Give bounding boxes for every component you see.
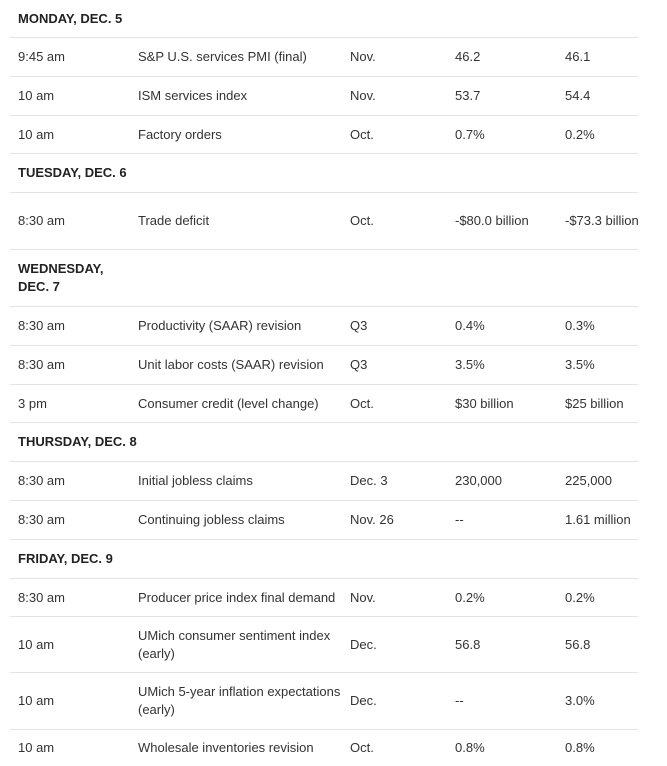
event-previous: 0.2% [565,126,595,142]
event-period: Nov. 26 [350,512,394,527]
event-previous: -$73.3 billion [565,213,639,228]
event-previous: 0.8% [565,740,595,755]
event-forecast: 3.5% [455,357,485,372]
event-forecast: 0.7% [455,126,485,142]
event-report: Productivity (SAAR) revision [138,318,302,333]
event-report: Trade deficit [138,213,210,228]
event-row [10,385,638,423]
event-time: 10 am [18,636,55,652]
event-row [10,38,638,77]
event-time: 10 am [18,88,55,103]
event-report: Wholesale inventories revision [138,740,314,755]
event-time: 8:30 am [18,589,65,605]
event-row [10,501,638,540]
event-period: Oct. [350,213,374,228]
event-period: Q3 [350,318,368,333]
event-forecast: -$80.0 billion [455,213,529,228]
event-previous: 56.8 [565,636,591,652]
day-heading: WEDNESDAY, DEC. 7 [18,261,104,294]
event-forecast: 46.2 [455,49,481,64]
event-time: 8:30 am [18,357,65,372]
event-row [10,193,638,250]
event-row [10,579,638,617]
event-row [10,307,638,346]
day-header-row [10,423,638,462]
event-previous: 0.2% [565,589,595,605]
event-row [10,673,638,730]
event-time: 8:30 am [18,213,65,228]
event-time: 3 pm [18,395,47,411]
event-report: Unit labor costs (SAAR) revision [138,357,324,372]
event-row [10,617,638,673]
day-header-row [10,250,638,307]
event-previous: 54.4 [565,88,591,103]
event-period: Nov. [350,589,376,605]
event-time: 10 am [18,126,55,142]
event-period: Dec. 3 [350,473,388,488]
event-forecast: -- [455,512,464,527]
event-forecast: 0.4% [455,318,485,333]
event-period: Nov. [350,49,376,64]
event-time: 8:30 am [18,473,65,488]
event-previous: 46.1 [565,49,591,64]
event-period: Q3 [350,357,368,372]
event-row [10,77,638,116]
event-time: 9:45 am [18,49,65,64]
day-heading: FRIDAY, DEC. 9 [18,551,113,566]
event-forecast: -- [455,693,464,708]
event-report: Initial jobless claims [138,473,253,488]
day-header-row [10,0,638,38]
event-report: S&P U.S. services PMI (final) [138,49,307,64]
event-previous: 0.3% [565,318,595,333]
event-forecast: $30 billion [455,395,514,411]
event-previous: 225,000 [565,473,612,488]
event-period: Dec. [350,693,377,708]
event-forecast: 56.8 [455,636,481,652]
event-previous: $25 billion [565,395,624,411]
event-period: Oct. [350,740,374,755]
event-forecast: 53.7 [455,88,481,103]
event-forecast: 0.2% [455,589,485,605]
day-heading: THURSDAY, DEC. 8 [18,434,137,449]
day-header-row [10,540,638,579]
day-header-row [10,154,638,193]
event-previous: 1.61 million [565,512,631,527]
event-row [10,116,638,154]
event-forecast: 230,000 [455,473,502,488]
event-row [10,346,638,385]
event-report: UMich 5-year inflation expectations (early) [138,684,341,717]
event-report: Continuing jobless claims [138,512,285,527]
event-period: Oct. [350,126,374,142]
event-period: Dec. [350,636,377,652]
event-report: ISM services index [138,88,248,103]
event-forecast: 0.8% [455,740,485,755]
event-row [10,462,638,501]
event-period: Oct. [350,395,374,411]
event-time: 10 am [18,693,55,708]
event-report: UMich consumer sentiment index (early) [138,627,331,661]
event-report: Producer price index final demand [138,589,336,605]
day-heading: TUESDAY, DEC. 6 [18,165,127,180]
day-heading: MONDAY, DEC. 5 [18,10,123,26]
event-time: 8:30 am [18,512,65,527]
event-time: 8:30 am [18,318,65,333]
event-time: 10 am [18,740,55,755]
event-report: Factory orders [138,126,222,142]
event-report: Consumer credit (level change) [138,395,319,411]
event-previous: 3.5% [565,357,595,372]
event-previous: 3.0% [565,693,595,708]
event-period: Nov. [350,88,376,103]
event-row [10,730,638,766]
